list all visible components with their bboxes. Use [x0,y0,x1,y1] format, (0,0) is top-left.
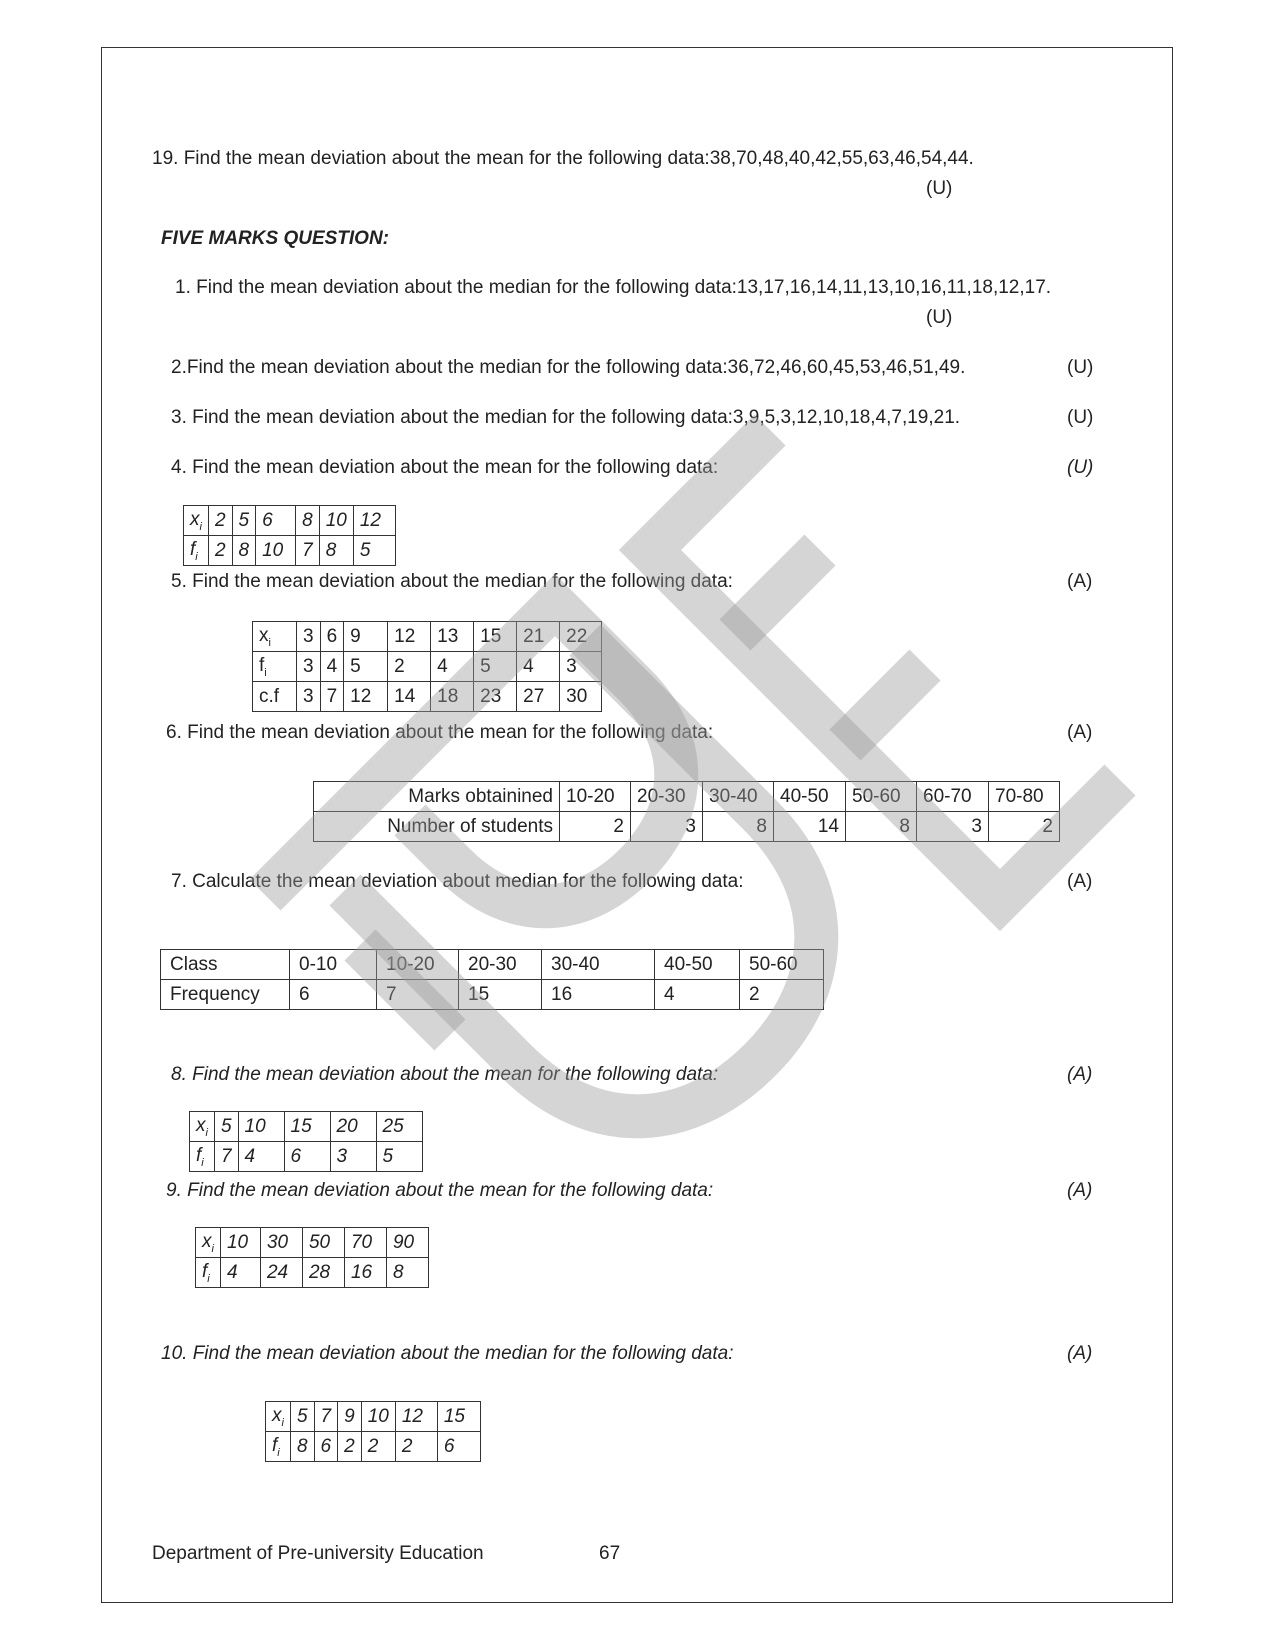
table-cell: 12 [344,682,388,712]
table-cell: 15 [459,980,542,1010]
table-cell: 50-60 [846,782,917,812]
table-cell: 2 [560,812,631,842]
table-cell: 15 [474,622,517,652]
table-cell: f [196,1144,202,1166]
q4-text: 4. Find the mean deviation about the mean for the following data: [171,457,719,478]
q6-table [313,781,1060,842]
table-cell: 2 [395,1432,437,1462]
table-cell: 20-30 [631,782,703,812]
table-cell: 12 [395,1402,437,1432]
q19-tag: (U) [926,178,953,199]
table-cell: 0-10 [290,950,377,980]
table-cell: Frequency [161,980,290,1010]
table-cell: 8 [290,1432,314,1462]
footer-page-number: 67 [599,1543,621,1564]
table-cell: 6 [290,980,377,1010]
table-cell: 6 [284,1142,330,1172]
table-cell: 15 [284,1112,330,1142]
table-cell: 5 [474,652,517,682]
table-row: $f_i$ 2 8 10 7 8 5 [184,536,396,566]
table-cell: 40-50 [655,950,740,980]
table-row [253,682,602,712]
table-cell: 2 [388,652,431,682]
q7-tag: (A) [1067,871,1093,892]
table-cell: 2 [989,812,1060,842]
q7-table [160,949,824,1010]
table-cell: x [259,624,269,646]
q2-tag: (U) [1067,357,1094,378]
table-cell: 70-80 [989,782,1060,812]
table-cell: 40-50 [774,782,846,812]
q3-text: 3. Find the mean deviation about the median for the following data:3,9,5,3,12,10,18,4,7,19,21. [171,407,961,428]
table-cell: 6 [437,1432,480,1462]
table-cell: 30 [260,1228,302,1258]
table-cell: f [272,1434,278,1456]
table-cell: 6 [256,506,296,536]
table-cell: 2 [338,1432,362,1462]
table-cell: 12 [353,506,395,536]
q3-tag: (U) [1067,407,1094,428]
table-cell: Marks obtainined [314,782,560,812]
table-cell: 8 [296,506,320,536]
table-cell: 3 [297,682,321,712]
table-cell: 3 [560,652,602,682]
table-cell: 6 [320,622,344,652]
table-cell: x [190,508,200,530]
table-cell: f [259,654,265,676]
table-cell: 13 [431,622,474,652]
table-cell: 2 [740,980,824,1010]
table-row: $x_i$ 5 10 15 20 25 [190,1112,423,1142]
table-row: $x_i$ 2 5 6 8 10 12 [184,506,396,536]
table-cell: 16 [344,1258,386,1288]
table-cell: 27 [517,682,560,712]
table-cell: 60-70 [917,782,989,812]
table-cell: x [202,1230,212,1252]
table-cell: 2 [208,536,232,566]
table-cell: 8 [846,812,917,842]
table-cell: 3 [330,1142,376,1172]
table-cell: 5 [214,1112,238,1142]
table-cell: 23 [474,682,517,712]
table-cell: 10-20 [377,950,459,980]
q7-text: 7. Calculate the mean deviation about median for the following data: [171,871,744,892]
table-cell: 7 [296,536,320,566]
table-row [314,782,1060,812]
table-cell: 30-40 [703,782,774,812]
table-cell: 3 [297,652,321,682]
table-cell: 24 [260,1258,302,1288]
table-cell: 12 [388,622,431,652]
q10-text: 10. Find the mean deviation about the median for the following data: [161,1343,734,1364]
q8-table [189,1111,423,1172]
table-cell: 15 [437,1402,480,1432]
table-row: $f_i$ 3 4 5 2 4 5 4 3 [253,652,602,682]
table-row: $f_i$ 8 6 2 2 2 6 [266,1432,481,1462]
table-cell: 50 [302,1228,344,1258]
table-cell: 9 [338,1402,362,1432]
table-cell: 5 [290,1402,314,1432]
table-row: $x_i$ 5 7 9 10 12 15 [266,1402,481,1432]
q10-table [265,1401,481,1462]
table-cell: 10-20 [560,782,631,812]
table-cell: 10 [361,1402,395,1432]
table-row [161,950,824,980]
table-cell: 4 [431,652,474,682]
table-cell: 3 [297,622,321,652]
table-cell: 4 [655,980,740,1010]
table-row [161,980,824,1010]
table-cell: 8 [703,812,774,842]
table-cell: 4 [220,1258,260,1288]
footer-department: Department of Pre-university Education [152,1543,484,1564]
q9-table [195,1227,429,1288]
table-cell: 22 [560,622,602,652]
q6-tag: (A) [1067,722,1093,743]
table-cell: f [190,538,196,560]
q9-tag: (A) [1067,1180,1093,1201]
q2-text: 2.Find the mean deviation about the median for the following data:36,72,46,60,45,53,46,51,49. [171,357,966,378]
table-cell: 14 [774,812,846,842]
table-cell: 7 [214,1142,238,1172]
table-cell: 5 [344,652,388,682]
table-cell: 4 [238,1142,284,1172]
table-cell: 8 [319,536,353,566]
table-cell: 10 [220,1228,260,1258]
q19-text: 19. Find the mean deviation about the mean for the following data:38,70,48,40,42,55,63,46,54,44. [152,148,974,169]
table-cell: 10 [238,1112,284,1142]
table-cell: 9 [344,622,388,652]
q9-text: 9. Find the mean deviation about the mean for the following data: [166,1180,714,1201]
table-cell: 28 [302,1258,344,1288]
table-cell: 90 [386,1228,428,1258]
table-cell: 10 [319,506,353,536]
table-cell: 7 [314,1402,338,1432]
table-row: $f_i$ 4 24 28 16 8 [196,1258,429,1288]
q4-table [183,505,396,566]
q1-tag: (U) [926,307,953,328]
table-cell: x [196,1114,206,1136]
table-cell: c.f [253,682,297,712]
table-row [314,812,1060,842]
table-row: $f_i$ 7 4 6 3 5 [190,1142,423,1172]
q6-text: 6. Find the mean deviation about the mean for the following data: [166,722,714,743]
q1-text: 1. Find the mean deviation about the median for the following data:13,17,16,14,11,13,10,16,11,18,12,17. [175,277,1052,298]
table-cell: 10 [256,536,296,566]
table-cell: 21 [517,622,560,652]
table-cell: 3 [917,812,989,842]
table-cell: 3 [631,812,703,842]
section-title: FIVE MARKS QUESTION: [161,228,390,249]
table-cell: 4 [517,652,560,682]
q5-text: 5. Find the mean deviation about the median for the following data: [171,571,733,592]
table-cell: 20-30 [459,950,542,980]
q10-tag: (A) [1067,1343,1093,1364]
table-cell: 25 [376,1112,422,1142]
table-cell: 7 [320,682,344,712]
table-cell: 18 [431,682,474,712]
table-cell: Class [161,950,290,980]
table-cell: 8 [386,1258,428,1288]
table-cell: 5 [232,506,256,536]
table-row: $x_i$ 3 6 9 12 13 15 21 22 [253,622,602,652]
table-cell: x [272,1404,282,1426]
table-cell: f [202,1260,208,1282]
table-cell: 2 [208,506,232,536]
table-cell: 6 [314,1432,338,1462]
table-cell: 5 [353,536,395,566]
table-cell: 20 [330,1112,376,1142]
q5-table [252,621,602,712]
table-cell: 16 [542,980,655,1010]
table-cell: 7 [377,980,459,1010]
table-cell: 50-60 [740,950,824,980]
table-cell: 30 [560,682,602,712]
q8-text: 8. Find the mean deviation about the mean for the following data: [171,1064,719,1085]
table-row: $x_i$ 10 30 50 70 90 [196,1228,429,1258]
table-cell: 70 [344,1228,386,1258]
table-cell: 8 [232,536,256,566]
table-cell: 4 [320,652,344,682]
table-cell: Number of students [314,812,560,842]
table-cell: 14 [388,682,431,712]
table-cell: 2 [361,1432,395,1462]
q5-tag: (A) [1067,571,1093,592]
table-cell: 5 [376,1142,422,1172]
q4-tag: (U) [1067,457,1094,478]
table-cell: 30-40 [542,950,655,980]
q8-tag: (A) [1067,1064,1093,1085]
